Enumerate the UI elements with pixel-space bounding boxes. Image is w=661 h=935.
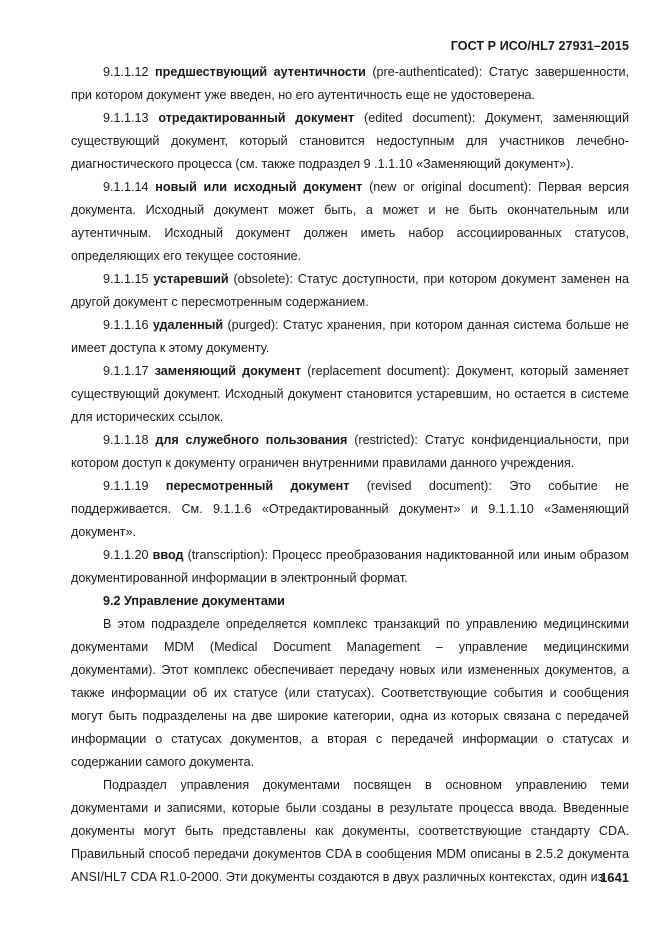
definition-text: (new or original document): Первая версия документа. Исходный документ может быть, а может и не быть окончательным или аутентичным. Исходный документ должен иметь набор ассоциированных статусов, определяющих его текущее состояние. bbox=[71, 180, 630, 263]
definition-term: новый или исходный документ bbox=[155, 180, 363, 194]
definition-term: заменяющий документ bbox=[154, 364, 302, 378]
definition-text: (transcription): Процесс преобразования надиктованной или иным образом документированной информации в электронный формат. bbox=[71, 548, 629, 585]
definition-text: (pre-authenticated): Статус завершенности, при котором документ уже введен, но его аутентичность еще не удостоверена. bbox=[71, 65, 630, 102]
section-paragraph: В этом подразделе определяется комплекс транзакций по управлению медицинскими документами MDM (Medical Document Management – управление медицинскими документами). Этот комплекс обеспечивает передачу новых или измененных документов, а также информации об их статусе (или статусах). Соответствующие события и сообщения могут быть подразделены на две широкие категории, одна из которых связана с передачей информации о статусах документов, а вторая с передачей информации о статусах и содержании самого документа. bbox=[71, 617, 629, 769]
definition-term: ввод bbox=[152, 548, 184, 562]
definition-number: 9.1.1.17 bbox=[103, 364, 149, 378]
definition-9-1-1-12 bbox=[71, 61, 629, 107]
definition-term: предшествующий аутентичности bbox=[155, 65, 366, 79]
definition-term: для служебного пользования bbox=[155, 433, 348, 447]
definition-term: пересмотренный документ bbox=[165, 479, 350, 493]
definition-term: устаревший bbox=[153, 272, 229, 286]
definition-9-1-1-14 bbox=[71, 176, 629, 268]
definition-text: (revised document): Это событие не поддерживается. См. 9.1.1.6 «Отредактированный документ» и 9.1.1.10 «Заменяющий документ». bbox=[71, 479, 630, 539]
definition-text: (purged): Статус хранения, при котором данная система больше не имеет доступа к этому документу. bbox=[71, 318, 629, 355]
document-code-header: ГОСТ Р ИСО/HL7 27931–2015 bbox=[450, 39, 629, 53]
definition-9-1-1-17 bbox=[71, 360, 629, 429]
definition-9-1-1-16 bbox=[71, 314, 629, 360]
definition-text: (obsolete): Статус доступности, при котором документ заменен на другой документ с пересмотренным содержанием. bbox=[71, 272, 630, 309]
definition-number: 9.1.1.14 bbox=[103, 180, 149, 194]
section-title: 9.2 Управление документами bbox=[103, 594, 285, 608]
definition-term: отредактированный документ bbox=[158, 111, 355, 125]
definition-9-1-1-13 bbox=[71, 107, 629, 176]
definition-number: 9.1.1.15 bbox=[103, 272, 149, 286]
definition-text: (replacement document): Документ, который заменяет существующий документ. Исходный документ становится устаревшим, но остается в системе для исторических ссылок. bbox=[71, 364, 629, 424]
definition-number: 9.1.1.19 bbox=[103, 479, 149, 493]
definition-9-1-1-20 bbox=[71, 544, 629, 590]
definition-number: 9.1.1.18 bbox=[103, 433, 149, 447]
definition-text: (edited document): Документ, заменяющий существующий документ, который становится недоступным для участников лечебно-диагностического процесса (см. также подраздел 9 .1.1.10 «Заменяющий документ»). bbox=[71, 111, 629, 171]
definition-number: 9.1.1.16 bbox=[103, 318, 149, 332]
page-number: 1641 bbox=[600, 870, 629, 885]
definition-9-1-1-19 bbox=[71, 475, 629, 544]
definition-text: (restricted): Статус конфиденциальности, при котором доступ к документу ограничен внутренними правилами данного учреждения. bbox=[71, 433, 630, 470]
definition-9-1-1-15 bbox=[71, 268, 629, 314]
definition-number: 9.1.1.20 bbox=[103, 548, 149, 562]
definition-number: 9.1.1.13 bbox=[103, 111, 149, 125]
section-paragraph: Подраздел управления документами посвящен в основном управлению теми документами и записями, которые были созданы в результате процесса ввода. Введенные документы могут быть представлены как документы, соответствующие стандарту CDA. Правильный способ передачи документов CDA в сообщения MDM описаны в 2.5.2 документа ANSI/HL7 CDA R1.0-2000. Эти документы создаются в двух различных контекстах, один из bbox=[71, 778, 629, 884]
definition-9-1-1-18 bbox=[71, 429, 629, 475]
page-content bbox=[71, 61, 629, 889]
definition-term: удаленный bbox=[152, 318, 224, 332]
definition-number: 9.1.1.12 bbox=[103, 65, 149, 79]
